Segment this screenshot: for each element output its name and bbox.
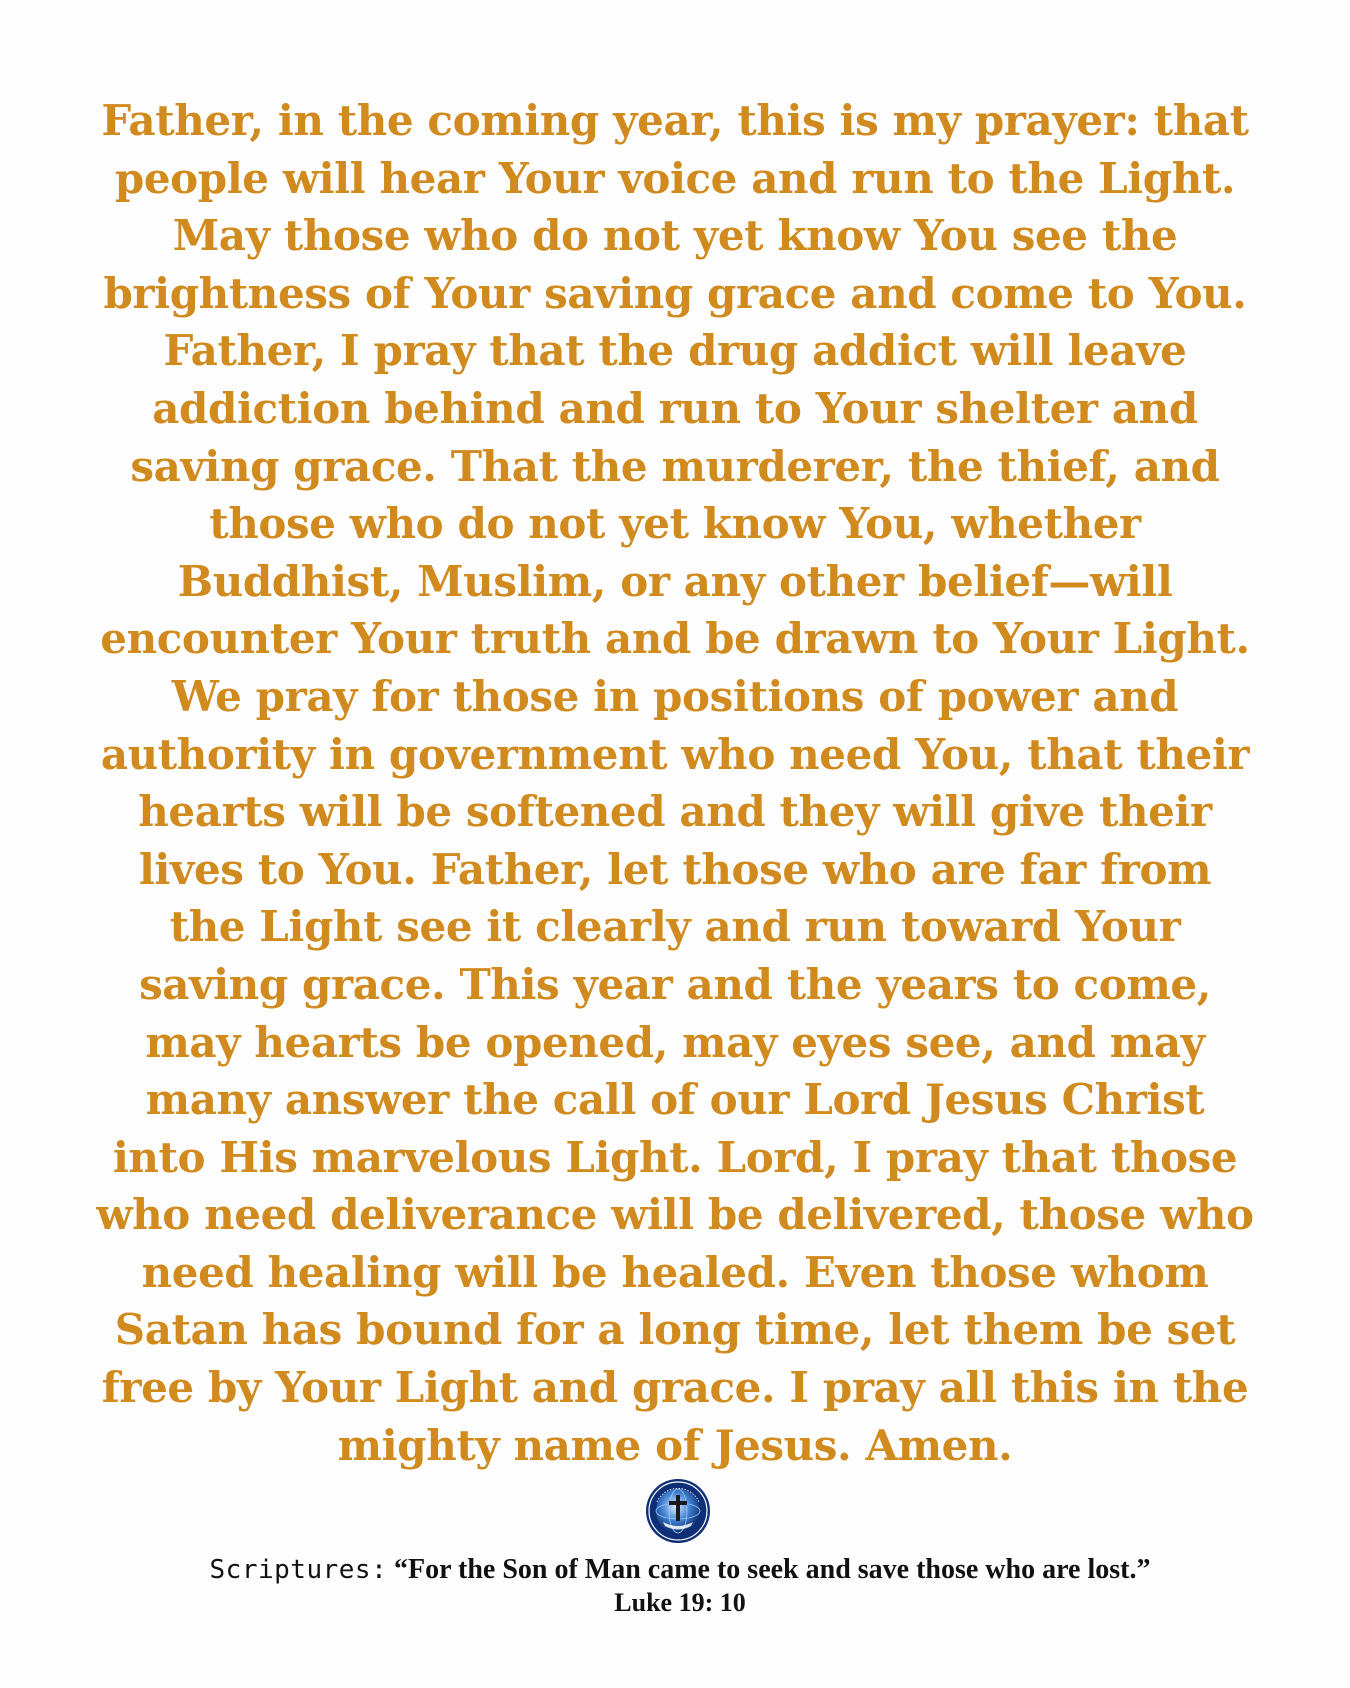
scripture-verse-line bbox=[180, 1552, 1180, 1587]
ministry-logo-icon bbox=[645, 1478, 711, 1544]
scripture-label: Scriptures: bbox=[209, 1555, 388, 1585]
scripture-verse: “For the Son of Man came to seek and save those who are lost.” bbox=[393, 1554, 1151, 1585]
prayer-text: Father, in the coming year, this is my prayer: that people will hear Your voice and run to the Light. May those who do not yet know You see the brightness of Your saving grace and come to You. Father, I pray that the drug addict will leave addiction behind and run to Your shelter and saving grace. That the murderer, the thief, and those who do not yet know You, whether Buddhist, Muslim, or any other belief—will encounter Your truth and be drawn to Your Light. We pray for those in positions of power and authority in government who need You, that their hearts will be softened and they will give their lives to You. Father, let those who are far from the Light see it clearly and run toward Your saving grace. This year and the years to come, may hearts be opened, may eyes see, and may many answer the call of our Lord Jesus Christ into His marvelous Light. Lord, I pray that those who need deliverance will be delivered, those who need healing will be healed. Even those whom Satan has bound for a long time, let them be set free by Your Light and grace. I pray all this in the mighty name of Jesus. Amen. bbox=[96, 96, 1254, 1470]
scripture-block bbox=[180, 1552, 1180, 1619]
scripture-reference: Luke 19: 10 bbox=[614, 1588, 746, 1617]
